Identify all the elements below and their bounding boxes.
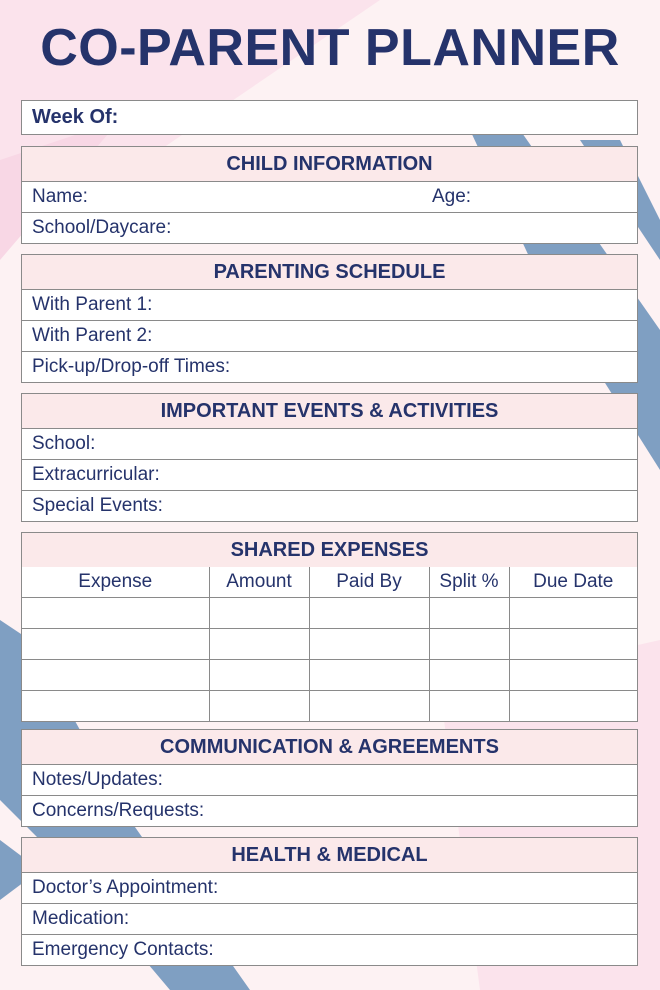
table-cell[interactable] [209,691,309,722]
table-cell[interactable] [429,691,509,722]
field-label: With Parent 2: [32,325,153,346]
week-of-field[interactable] [22,101,637,134]
page-title: CO-PARENT PLANNER [40,19,620,77]
table-cell[interactable] [309,629,429,660]
table-cell[interactable] [209,629,309,660]
parenting-schedule-section [21,254,638,383]
school-daycare-label: School/Daycare: [32,217,172,238]
table-cell[interactable] [209,660,309,691]
field-label: Concerns/Requests: [32,800,205,821]
field-label: Notes/Updates: [32,769,163,790]
concerns-requests-field[interactable] [22,795,637,826]
name-label: Name: [32,186,88,207]
table-row [22,691,637,722]
column-header: Due Date [509,567,637,598]
special-events-field[interactable] [22,490,637,521]
shared-expenses-section [21,532,638,722]
section-heading: HEALTH & MEDICAL [22,838,637,872]
table-cell[interactable] [309,660,429,691]
field-label: Pick-up/Drop-off Times: [32,356,231,377]
communication-section [21,729,638,827]
table-cell[interactable] [509,691,637,722]
table-row [22,660,637,691]
section-heading: PARENTING SCHEDULE [22,255,637,289]
section-heading: IMPORTANT EVENTS & ACTIVITIES [22,394,637,428]
table-cell[interactable] [509,660,637,691]
table-cell[interactable] [509,598,637,629]
emergency-contacts-field[interactable] [22,934,637,965]
table-cell[interactable] [209,598,309,629]
column-header: Amount [209,567,309,598]
field-label: With Parent 1: [32,294,153,315]
parent-2-field[interactable] [22,320,637,351]
table-cell[interactable] [309,598,429,629]
doctor-appointment-field[interactable] [22,872,637,903]
medication-field[interactable] [22,903,637,934]
table-cell[interactable] [309,691,429,722]
table-cell[interactable] [22,598,209,629]
column-header: Expense [22,567,209,598]
field-label: School: [32,433,96,454]
notes-updates-field[interactable] [22,764,637,795]
field-label: Medication: [32,908,130,929]
school-event-field[interactable] [22,428,637,459]
health-medical-section [21,837,638,966]
child-information-section [21,146,638,244]
field-label: Emergency Contacts: [32,939,214,960]
field-label: Doctor’s Appointment: [32,877,219,898]
parent-1-field[interactable] [22,289,637,320]
column-header: Split % [429,567,509,598]
section-heading: COMMUNICATION & AGREEMENTS [22,730,637,764]
table-cell[interactable] [22,660,209,691]
school-daycare-field[interactable] [22,212,637,243]
name-field[interactable] [22,181,637,212]
table-row [22,598,637,629]
column-header: Paid By [309,567,429,598]
extracurricular-field[interactable] [22,459,637,490]
table-cell[interactable] [429,629,509,660]
section-heading: SHARED EXPENSES [22,533,637,567]
table-cell[interactable] [509,629,637,660]
table-cell[interactable] [22,691,209,722]
age-label: Age: [432,186,472,207]
table-cell[interactable] [429,660,509,691]
week-of-box [21,100,638,135]
events-section [21,393,638,522]
table-row [22,629,637,660]
table-cell[interactable] [22,629,209,660]
week-of-label: Week Of: [32,106,119,128]
section-heading: CHILD INFORMATION [22,147,637,181]
table-cell[interactable] [429,598,509,629]
field-label: Extracurricular: [32,464,160,485]
pickup-dropoff-field[interactable] [22,351,637,382]
expenses-table [22,567,637,721]
table-header-row [22,567,637,598]
field-label: Special Events: [32,495,163,516]
